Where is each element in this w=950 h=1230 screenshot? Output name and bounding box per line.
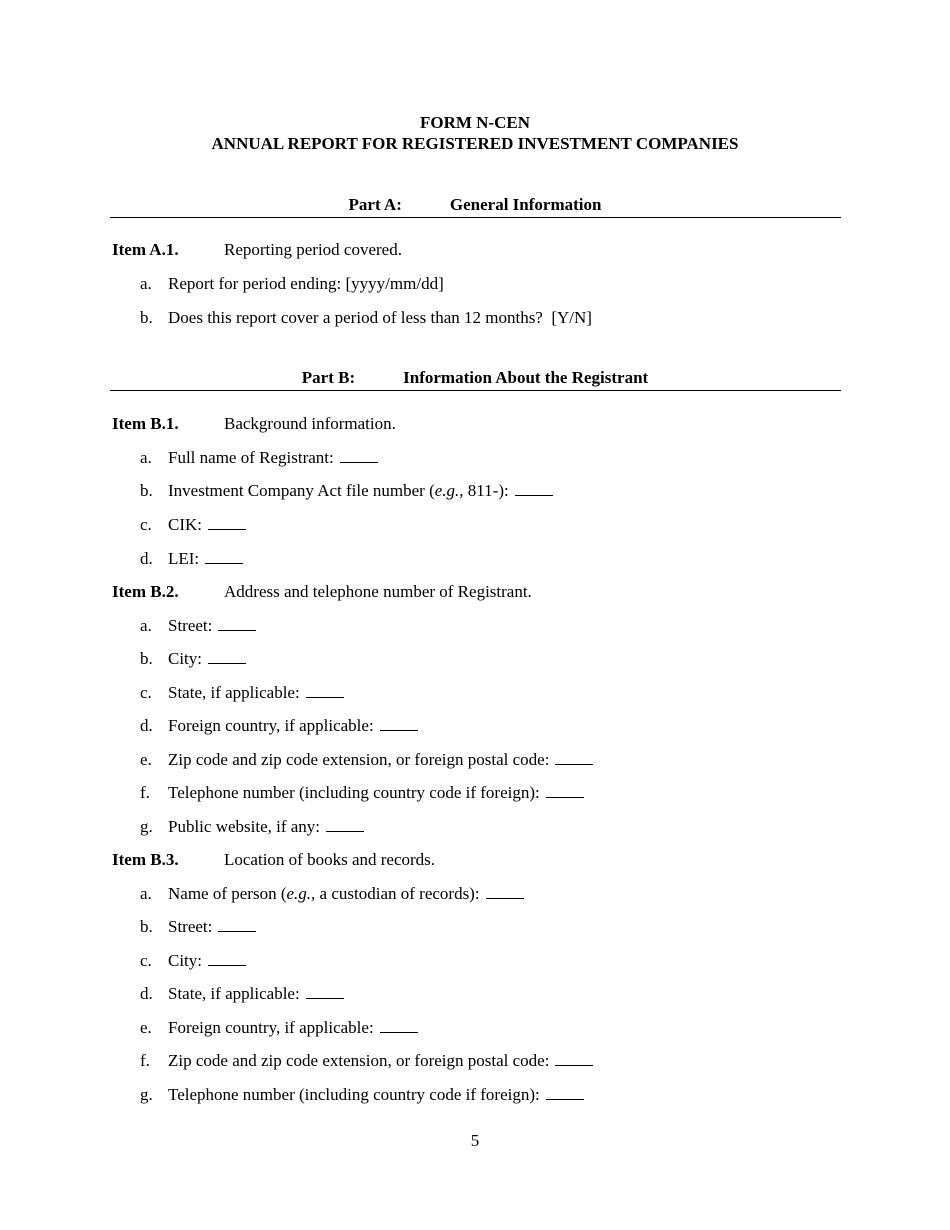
item-b3-e: [140, 1018, 418, 1038]
foreign-country-blank[interactable]: [380, 716, 418, 731]
item-b1-b-em: e.g.,: [434, 481, 464, 500]
item-b2-d-text: Foreign country, if applicable:: [168, 716, 374, 735]
item-b3-b: [140, 917, 256, 937]
item-letter: c.: [140, 515, 152, 534]
item-b3-a-em: e.g.,: [286, 884, 316, 903]
item-a1-b-text: Does this report cover a period of less than 12 months? [Y/N]: [168, 308, 592, 327]
item-b2-g-text: Public website, if any:: [168, 817, 321, 836]
item-letter: d.: [140, 716, 153, 735]
item-b2-c: [140, 683, 344, 703]
item-letter: e.: [140, 750, 152, 769]
item-b1-number: Item B.1.: [112, 414, 179, 433]
item-b3-c-text: City:: [168, 951, 203, 970]
item-letter: b.: [140, 917, 153, 936]
item-letter: a.: [140, 448, 152, 467]
item-a1-b: [140, 308, 592, 328]
item-b2-f-text: Telephone number (including country code if foreign):: [168, 783, 540, 802]
item-b3-d: [140, 984, 344, 1004]
item-b1-c: [140, 515, 246, 535]
item-letter: c.: [140, 683, 152, 702]
part-b-divider: [110, 390, 841, 391]
item-b3-e-text: Foreign country, if applicable:: [168, 1018, 374, 1037]
item-b3: [112, 850, 435, 870]
item-b2-g: [140, 817, 364, 837]
item-b1-b: [140, 481, 553, 501]
item-letter: d.: [140, 984, 153, 1003]
item-a1-a: [140, 274, 444, 294]
item-letter: g.: [140, 817, 153, 836]
file-number-blank[interactable]: [515, 481, 553, 496]
item-b2-b: [140, 649, 246, 669]
item-b3-a: [140, 884, 524, 904]
records-state-blank[interactable]: [306, 984, 344, 999]
item-b1-b-pre: Investment Company Act file number (: [168, 481, 435, 500]
part-b-heading: [0, 368, 950, 388]
item-b2-e-text: Zip code and zip code extension, or foreign postal code:: [168, 750, 550, 769]
part-a-divider: [110, 217, 841, 218]
item-b2-a: [140, 616, 256, 636]
person-name-blank[interactable]: [486, 884, 524, 899]
item-letter: c.: [140, 951, 152, 970]
lei-blank[interactable]: [205, 549, 243, 564]
part-a-heading: [0, 195, 950, 215]
item-letter: b.: [140, 481, 153, 500]
item-b1-a: [140, 448, 378, 468]
item-b3-g: [140, 1085, 584, 1105]
item-letter: a.: [140, 274, 152, 293]
records-zip-blank[interactable]: [555, 1051, 593, 1066]
item-b3-f-text: Zip code and zip code extension, or foreign postal code:: [168, 1051, 550, 1070]
item-b3-number: Item B.3.: [112, 850, 179, 869]
item-b2-b-text: City:: [168, 649, 203, 668]
item-b2-a-text: Street:: [168, 616, 213, 635]
item-b2-e: [140, 750, 593, 770]
item-letter: a.: [140, 616, 152, 635]
item-b3-f: [140, 1051, 593, 1071]
item-a1-title: Reporting period covered.: [224, 240, 402, 259]
item-a1: [112, 240, 402, 260]
item-b2: [112, 582, 532, 602]
item-b3-b-text: Street:: [168, 917, 213, 936]
item-b3-c: [140, 951, 246, 971]
telephone-blank[interactable]: [546, 783, 584, 798]
item-a1-number: Item A.1.: [112, 240, 179, 259]
state-blank[interactable]: [306, 683, 344, 698]
page-number: 5: [470, 1131, 480, 1150]
item-b3-g-text: Telephone number (including country code if foreign):: [168, 1085, 540, 1104]
form-name: FORM N-CEN: [419, 113, 530, 132]
item-b1-b-post: 811-):: [463, 481, 509, 500]
form-title: ANNUAL REPORT FOR REGISTERED INVESTMENT COMPANIES: [211, 134, 739, 153]
website-blank[interactable]: [326, 817, 364, 832]
item-letter: d.: [140, 549, 153, 568]
item-b1-title: Background information.: [224, 414, 396, 433]
records-city-blank[interactable]: [208, 951, 246, 966]
part-b-title: Information About the Registrant: [403, 368, 649, 387]
cik-blank[interactable]: [208, 515, 246, 530]
item-b2-c-text: State, if applicable:: [168, 683, 300, 702]
item-b3-title: Location of books and records.: [224, 850, 436, 869]
item-b1-d: [140, 549, 243, 569]
item-b3-d-text: State, if applicable:: [168, 984, 300, 1003]
item-b1-d-text: LEI:: [168, 549, 200, 568]
item-letter: g.: [140, 1085, 153, 1104]
item-letter: b.: [140, 308, 153, 327]
item-b2-number: Item B.2.: [112, 582, 179, 601]
item-b1-c-text: CIK:: [168, 515, 202, 534]
item-letter: b.: [140, 649, 153, 668]
item-b1-a-text: Full name of Registrant:: [168, 448, 334, 467]
zip-code-blank[interactable]: [555, 750, 593, 765]
part-a-label: Part A:: [348, 195, 402, 214]
item-letter: f.: [140, 1051, 150, 1070]
item-letter: a.: [140, 884, 152, 903]
records-foreign-country-blank[interactable]: [380, 1018, 418, 1033]
records-street-blank[interactable]: [218, 917, 256, 932]
part-a-title: General Information: [449, 195, 602, 214]
item-a1-a-text: Report for period ending: [yyyy/mm/dd]: [168, 274, 444, 293]
city-blank[interactable]: [208, 649, 246, 664]
item-b2-d: [140, 716, 418, 736]
item-letter: f.: [140, 783, 150, 802]
item-b3-a-post: a custodian of records):: [315, 884, 480, 903]
item-letter: e.: [140, 1018, 152, 1037]
item-b3-a-pre: Name of person (: [168, 884, 287, 903]
item-b2-title: Address and telephone number of Registrant.: [224, 582, 532, 601]
item-b2-f: [140, 783, 584, 803]
records-telephone-blank[interactable]: [546, 1085, 584, 1100]
part-b-label: Part B:: [301, 368, 356, 387]
full-name-blank[interactable]: [340, 448, 378, 463]
item-b1: [112, 414, 396, 434]
street-blank[interactable]: [218, 616, 256, 631]
